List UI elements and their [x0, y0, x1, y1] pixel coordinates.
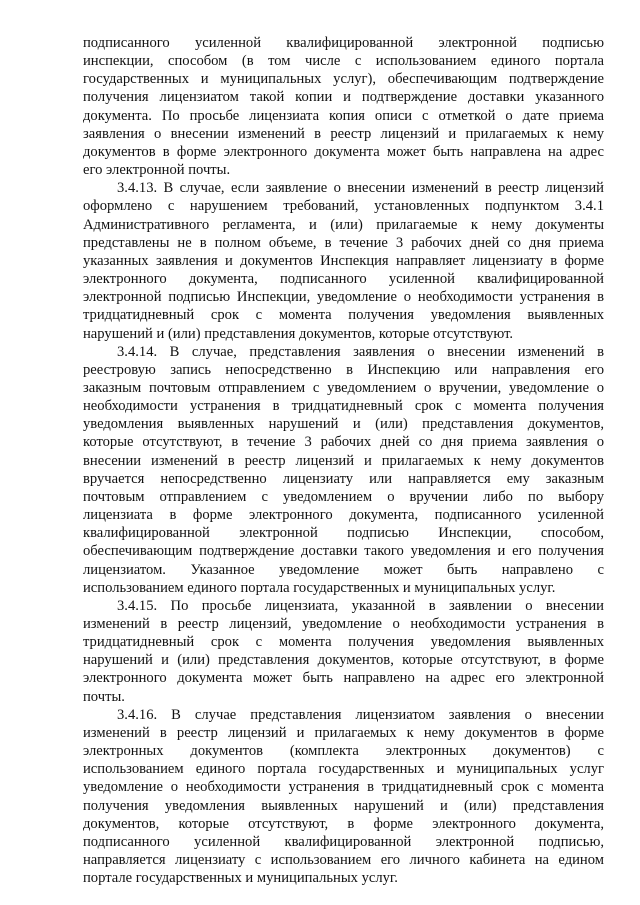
text-line: электронного документа может быть направлено на адрес его электронной [83, 670, 604, 687]
text-line: его электронной почты. [83, 162, 231, 179]
text-line: необходимости устранения в тридцатидневный срок с момента получения [83, 398, 604, 415]
text-line: документов в форме электронного документа может быть направлена на адрес [83, 143, 604, 160]
text-line: оформлено с нарушением требований, установленных подпунктом 3.4.1 [83, 198, 604, 215]
text-line: электронных документов (комплекта электронных документов) с [83, 743, 604, 760]
text-line: представлены не в полном объеме, в течение 3 рабочих дней со дня приема [83, 234, 604, 251]
text-line: изменений в реестр лицензий и прилагаемых к нему документов в форме [83, 724, 604, 741]
text-line: заявления о внесении изменений в реестр лицензий и прилагаемых к нему [83, 125, 604, 142]
text-line: подписанного усиленной квалифицированной электронной подписью, [83, 833, 604, 850]
text-line: которые отсутствуют, в течение 3 рабочих дней со дня приема заявления о [83, 434, 604, 451]
document-page [83, 34, 604, 887]
text-line: получения лицензиатом такой копии и подтверждение доставки указанного [83, 89, 604, 106]
text-line: внесении изменений в реестр лицензий и прилагаемых к нему документов [83, 452, 604, 469]
text-line: Административного регламента, и (или) прилагаемые к нему документы [83, 216, 604, 233]
text-line: почты. [83, 688, 125, 705]
text-line: лицензиатом. Указанное уведомление может быть направлено с [83, 561, 604, 578]
text-line: 3.4.13. В случае, если заявление о внесении изменений в реестр лицензий [117, 180, 604, 197]
text-line: обеспечивающим подтверждение доставки такого уведомления и его получения [83, 543, 604, 560]
text-line: нарушений и (или) представления документов, которые отсутствуют, в форме [83, 652, 604, 669]
text-line: 3.4.16. В случае представления лицензиатом заявления о внесении [117, 706, 604, 723]
text-line: уведомление о необходимости устранения в тридцатидневный срок с момента [83, 779, 604, 796]
text-line: нарушений и (или) представления документов, которые отсутствуют. [83, 325, 514, 342]
text-line: изменений в реестр лицензий, уведомление о необходимости устранения в [83, 616, 604, 632]
text-line: государственных и муниципальных услуг), обеспечивающим подтверждение [83, 71, 604, 88]
text-line: вручается непосредственно лицензиату или направляется ему заказным [83, 470, 604, 487]
text-line: направляется лицензиату с использованием его личного кабинета на едином [83, 852, 604, 869]
text-line: инспекции, способом (в том числе с использованием единого портала [83, 53, 604, 70]
text-line: документов, которые отсутствуют, в форме электронного документа, [83, 815, 604, 832]
text-line: уведомления выявленных нарушений и (или) представления документов, [83, 416, 604, 433]
text-line: использованием единого портала государственных и муниципальных услуг. [83, 579, 556, 596]
text-line: портале государственных и муниципальных услуг. [83, 870, 398, 887]
text-line: 3.4.15. По просьбе лицензиата, указанной в заявлении о внесении [117, 597, 604, 614]
text-line: реестровую запись непосредственно в Инспекцию или направления его [83, 361, 604, 378]
paragraph-3-4-14 [83, 343, 604, 597]
text-line: документа. По просьбе лицензиата копия описи с отметкой о дате приема [83, 107, 604, 124]
text-line: квалифицированной электронной подписью Инспекции, способом, [83, 525, 604, 542]
text-line: лицензиата в форме электронного документа, подписанного усиленной [83, 507, 604, 524]
paragraph-continuation [83, 34, 604, 179]
text-line: получения уведомления выявленных нарушений и (или) представления [83, 797, 604, 814]
text-line: электронного документа, подписанного усиленной квалифицированной [83, 271, 604, 288]
text-line: указанных заявления и документов Инспекция направляет лицензиату в форме [83, 252, 604, 269]
text-line: тридцатидневный срок с момента получения уведомления выявленных [83, 307, 604, 324]
paragraph-3-4-13 [83, 179, 604, 342]
text-line: почтовым отправлением с уведомлением о вручении либо по выбору [83, 488, 604, 505]
text-line: заказным почтовым отправлением с уведомлением о вручении, уведомление о [83, 379, 604, 396]
paragraph-3-4-16 [83, 706, 604, 888]
text-line: использованием единого портала государственных и муниципальных услуг [83, 761, 604, 778]
paragraph-3-4-15 [83, 597, 604, 706]
text-line: тридцатидневный срок с момента получения уведомления выявленных [83, 634, 604, 651]
text-line: подписанного усиленной квалифицированной электронной подписью [83, 35, 604, 51]
text-line: электронной подписью Инспекции, уведомление о необходимости устранения в [83, 289, 604, 306]
text-line: 3.4.14. В случае, представления заявления о внесении изменений в [117, 343, 604, 360]
